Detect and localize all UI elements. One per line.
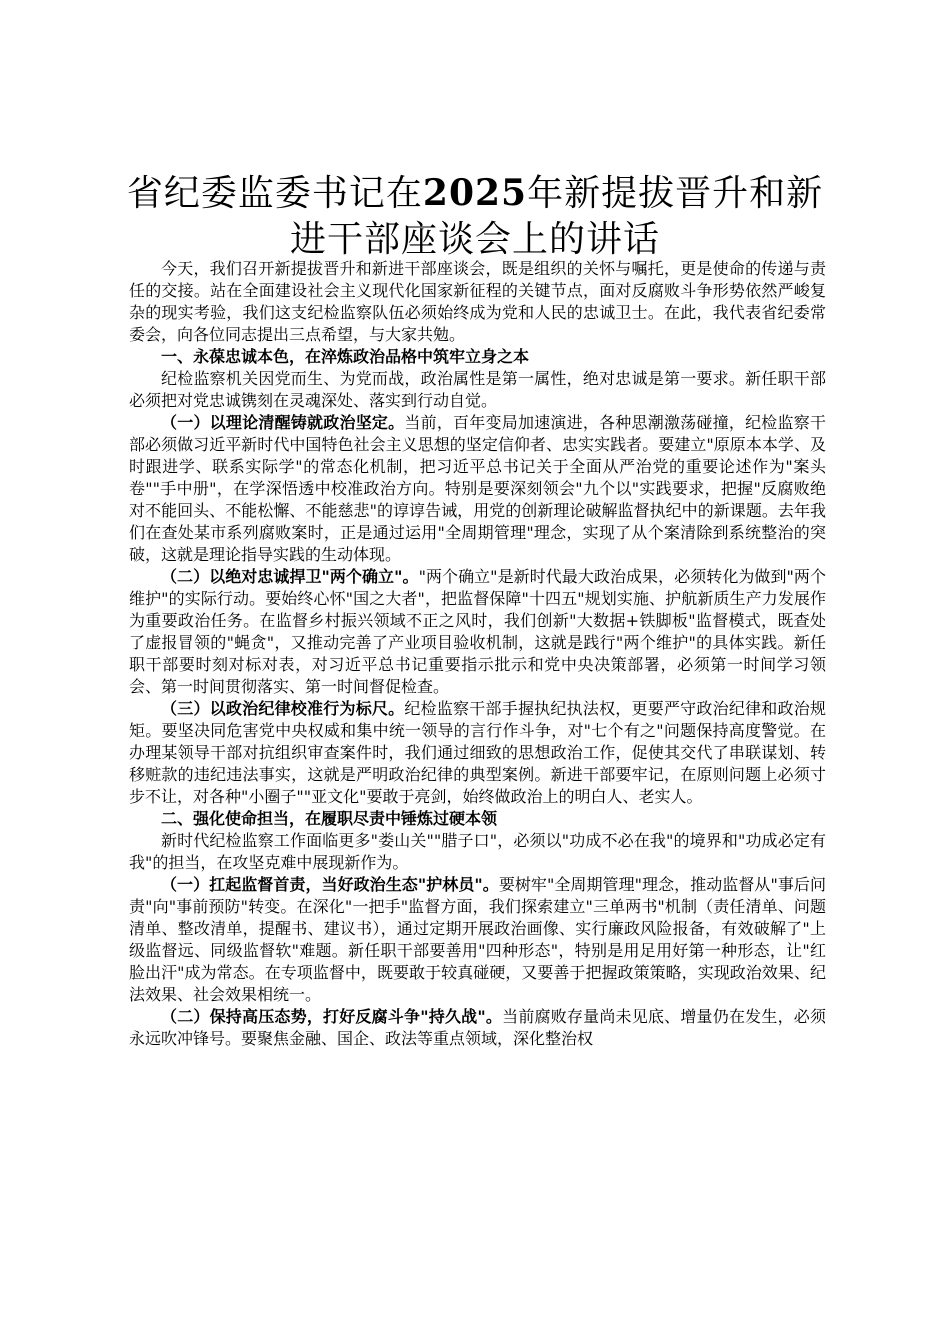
item-heading: （二）保持高压态势，打好反腐斗争"持久战"。 — [161, 1007, 503, 1026]
item-text: 当前腐败存量尚未见底、增量仍在发生，必须永远吹冲锋号。要聚焦金融、国企、政法等重点领域，深化整治权 — [129, 1007, 826, 1048]
section-item — [129, 1006, 826, 1050]
section-heading: 一、永葆忠诚本色，在淬炼政治品格中筑牢立身之本 — [161, 347, 530, 366]
intro-paragraph: 今天，我们召开新提拔晋升和新进干部座谈会，既是组织的关怀与嘱托，更是使命的传递与责任的交接。站在全面建设社会主义现代化国家新征程的关键节点，面对反腐败斗争形势依然严峻复杂的现实考验，我们这支纪检监察队伍必须始终成为党和人民的忠诚卫士。在此，我代表省纪委常委会，向各位同志提出三点希望，与大家共勉。 — [129, 259, 826, 344]
item-heading: （二）以绝对忠诚捍卫"两个确立"。 — [161, 567, 419, 586]
title-year: 2025 — [422, 172, 528, 214]
item-text: 要树牢"全周期管理"理念，推动监督从"事后问责"向"事前预防"转变。在深化"一把手"监督方面，我们探索建立"三单两书"机制（责任清单、问题清单、整改清单，提醒书、建议书），通过定期开展政治画像、实行廉政风险报备，有效破解了"上级监督远、同级监督软"难题。新任职干部要善用"四种形态"，特别是用足用好第一种形态，让"红脸出汗"成为常态。在专项监督中，既要敢于较真碰硬，又要善于把握政策策略，实现政治效果、纪法效果、社会效果相统一。 — [129, 875, 826, 1004]
section-lead: 纪检监察机关因党而生、为党而战，政治属性是第一属性，绝对忠诚是第一要求。新任职干部必须把对党忠诚镌刻在灵魂深处、落实到行动自觉。 — [129, 369, 826, 410]
item-text: 纪检监察干部手握执纪执法权，更要严守政治纪律和政治规矩。要坚决同危害党中央权威和集中统一领导的言行作斗争，对"七个有之"问题保持高度警觉。在办理某领导干部对抗组织审查案件时，我们通过细致的思想政治工作，促使其交代了串联谋划、转移赃款的违纪违法事实，这就是严明政治纪律的典型案例。新进干部要牢记，在原则问题上必须寸步不让，对各种"小圈子""亚文化"要敢于亮剑，始终做政治上的明白人、老实人。 — [129, 699, 826, 806]
section-item — [129, 412, 826, 566]
section-item — [129, 566, 826, 698]
title-part2: 年新提拔晋升和新进干部座谈会上的讲话 — [289, 173, 824, 260]
title-part1: 省纪委监委书记在 — [126, 173, 423, 214]
section-item — [129, 698, 826, 808]
section-heading: 二、强化使命担当，在履职尽责中锤炼过硬本领 — [161, 809, 498, 828]
section-lead: 新时代纪检监察工作面临更多"娄山关""腊子口"，必须以"功成不必在我"的境界和"功成必定有我"的担当，在攻坚克难中展现新作为。 — [129, 831, 826, 872]
document-body — [129, 258, 826, 1050]
item-heading: （三）以政治纪律校准行为标尺。 — [161, 699, 405, 718]
section-item — [129, 874, 826, 1006]
document-title — [120, 170, 830, 263]
item-heading: （一）扛起监督首责，当好政治生态"护林员"。 — [161, 875, 499, 894]
item-text: 当前，百年变局加速演进，各种思潮激荡碰撞，纪检监察干部必须做习近平新时代中国特色社会主义思想的坚定信仰者、忠实实践者。要建立"原原本本学、及时跟进学、联系实际学"的常态化机制，把习近平总书记关于全面从严治党的重要论述作为"案头卷""手中册"，在学深悟透中校准政治方向。特别是要深刻领会"九个以"实践要求，把握"反腐败绝对不能回头、不能松懈、不能慈悲"的谆谆告诫，用党的创新理论破解监督执纪中的新课题。去年我们在查处某市系列腐败案时，正是通过运用"全周期管理"理念，实现了从个案清除到系统整治的突破，这就是理论指导实践的生动体现。 — [129, 413, 826, 564]
item-text: "两个确立"是新时代最大政治成果，必须转化为做到"两个维护"的实际行动。要始终心怀"国之大者"，把监督保障"十四五"规划实施、护航新质生产力发展作为重要政治任务。在监督乡村振兴领域不正之风时，我们创新"大数据+铁脚板"监督模式，既查处了虚报冒领的"蝇贪"，又推动完善了产业项目验收机制，这就是践行"两个维护"的具体实践。新任职干部要时刻对标对表，对习近平总书记重要指示批示和党中央决策部署，必须第一时间学习领会、第一时间贯彻落实、第一时间督促检查。 — [129, 567, 826, 696]
item-heading: （一）以理论清醒铸就政治坚定。 — [161, 413, 405, 432]
